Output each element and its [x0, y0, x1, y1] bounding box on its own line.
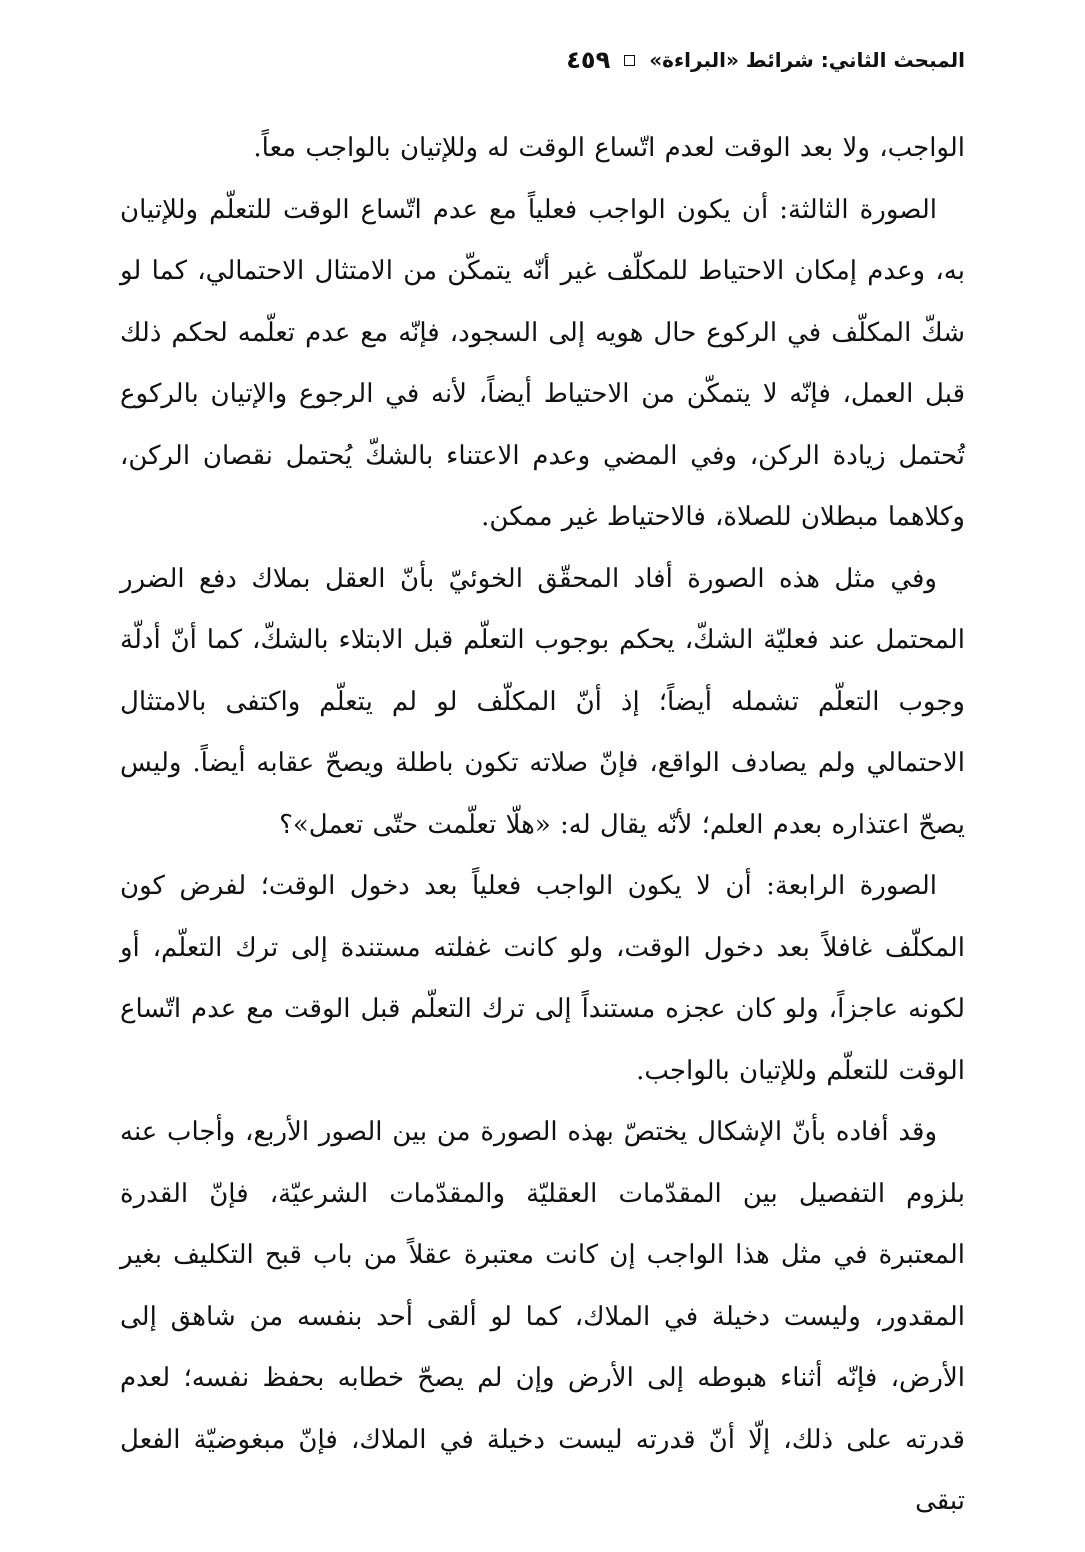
running-header [120, 42, 965, 78]
body-text [120, 118, 965, 1533]
chapter-title: المبحث الثاني: شرائط «البراءة» [649, 48, 965, 72]
page-number: ٤٥٩ [566, 46, 611, 74]
paragraph-4: الصورة الرابعة: أن لا يكون الواجب فعلياً بعد دخول الوقت؛ لفرض كون المكلّف غافلاً بعد دخول الوقت، ولو كانت غفلته مستندة إلى ترك التعلّم، أو لكونه عاجزاً، ولو كان عجزه مستنداً إلى ترك التعلّم قبل الوقت مع عدم اتّساع الوقت للتعلّم وللإتيان بالواجب. [120, 871, 965, 1086]
paragraph-2: الصورة الثالثة: أن يكون الواجب فعلياً مع عدم اتّساع الوقت للتعلّم وللإتيان به، وعدم إمكان الاحتياط للمكلّف غير أنّه يتمكّن من الامتثال الاحتمالي، كما لو شكّ المكلّف في الركوع حال هويه إلى السجود، فإنّه مع عدم تعلّمه لحكم ذلك قبل العمل، فإنّه لا يتمكّن من الاحتياط أيضاً، لأنه في الرجوع والإتيان بالركوع تُحتمل زيادة الركن، وفي المضي وعدم الاعتناء بالشكّ يُحتمل نقصان الركن، وكلاهما مبطلان للصلاة، فالاحتياط غير ممكن. [120, 194, 965, 532]
paragraph-5: وقد أفاده بأنّ الإشكال يختصّ بهذه الصورة من بين الصور الأربع، وأجاب عنه بلزوم التفصيل بين المقدّمات العقليّة والمقدّمات الشرعيّة، فإنّ القدرة المعتبرة في مثل هذا الواجب إن كانت معتبرة عقلاً من باب قبح التكليف بغير المقدور، وليست دخيلة في الملاك، كما لو ألقى أحد بنفسه من شاهق إلى الأرض، فإنّه أثناء هبوطه إلى الأرض وإن لم يصحّ خطابه بحفظ نفسه؛ لعدم قدرته على ذلك، إلّا أنّ قدرته ليست دخيلة في الملاك، فإنّ مبغوضيّة الفعل تبقى [120, 1117, 965, 1516]
hollow-square-icon [624, 55, 635, 66]
paragraph-1: الواجب، ولا بعد الوقت لعدم اتّساع الوقت له وللإتيان بالواجب معاً. [253, 133, 965, 163]
paragraph-3: وفي مثل هذه الصورة أفاد المحقّق الخوئيّ بأنّ العقل بملاك دفع الضرر المحتمل عند فعليّة الشكّ، يحكم بوجوب التعلّم قبل الابتلاء بالشكّ، كما أنّ أدلّة وجوب التعلّم تشمله أيضاً؛ إذ أنّ المكلّف لو لم يتعلّم واكتفى بالامتثال الاحتمالي ولم يصادف الواقع، فإنّ صلاته تكون باطلة ويصحّ عقابه أيضاً. وليس يصحّ اعتذاره بعدم العلم؛ لأنّه يقال له: «هلّا تعلّمت حتّى تعمل»؟ [120, 563, 965, 840]
